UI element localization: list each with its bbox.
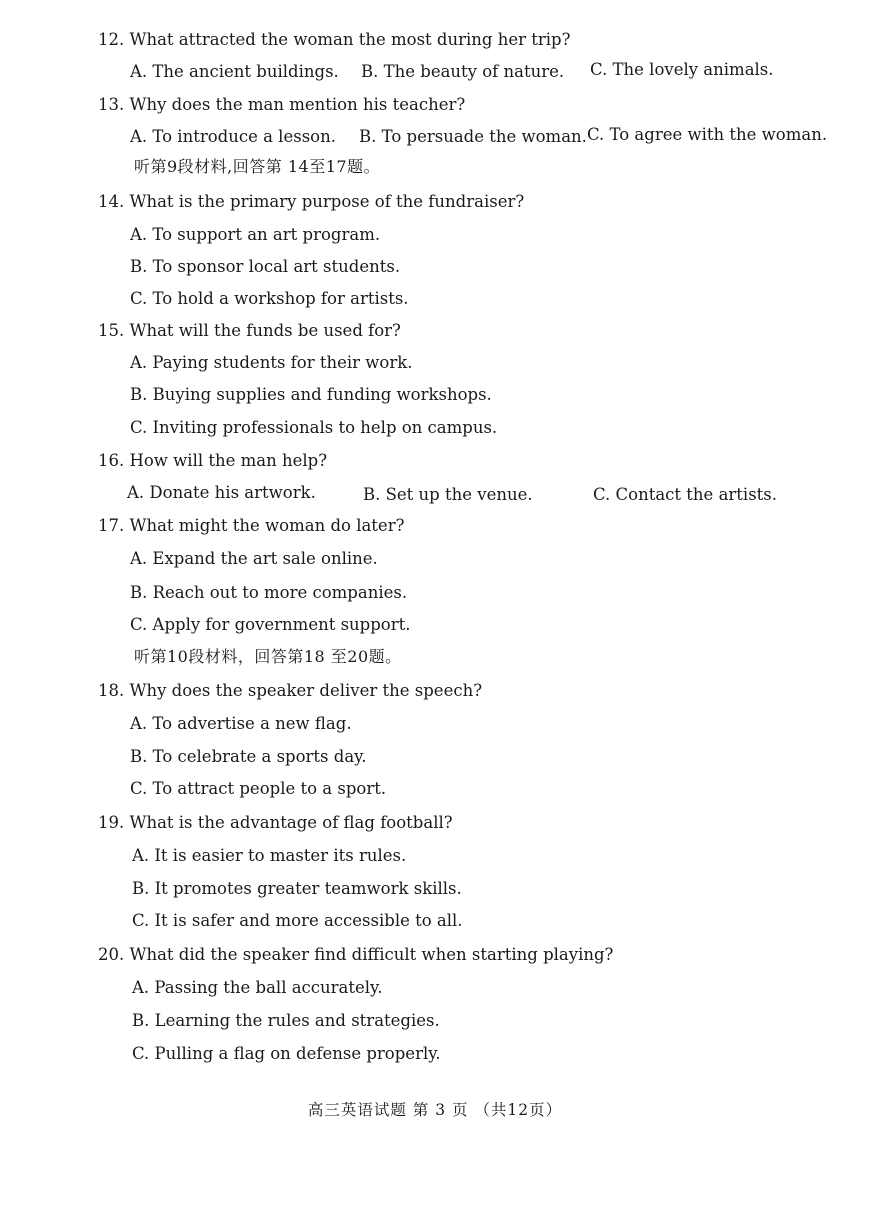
question-17-option-a: A. Expand the art sale online. [130,549,378,568]
question-12-stem: 12. What attracted the woman the most during her trip? [98,30,571,49]
question-12-option-b: B. The beauty of nature. [361,62,565,81]
question-19-option-b: B. It promotes greater teamwork skills. [132,879,462,898]
page-footer: 高三英语试题 第 3 页 （共12页） [307,1101,563,1119]
question-18-option-a: A. To advertise a new flag. [130,714,352,733]
question-17-stem: 17. What might the woman do later? [98,516,405,535]
question-14-option-b: B. To sponsor local art students. [130,257,401,276]
question-16-option-c: C. Contact the artists. [593,485,778,504]
question-20-option-c: C. Pulling a flag on defense properly. [132,1044,441,1063]
question-20-option-b: B. Learning the rules and strategies. [132,1011,440,1030]
question-12-option-c: C. The lovely animals. [590,60,774,79]
question-12-option-a: A. The ancient buildings. [130,62,339,81]
question-17-option-b: B. Reach out to more companies. [130,583,408,602]
question-18-option-c: C. To attract people to a sport. [130,779,387,798]
question-13-option-a: A. To introduce a lesson. [130,127,336,146]
question-17-option-c: C. Apply for government support. [130,615,411,634]
question-18-option-b: B. To celebrate a sports day. [130,747,367,766]
question-20-option-a: A. Passing the ball accurately. [132,978,383,997]
question-14-option-c: C. To hold a workshop for artists. [130,289,409,308]
question-16-option-b: B. Set up the venue. [363,485,533,504]
question-19-option-c: C. It is safer and more accessible to all. [132,911,463,930]
question-13-option-c: C. To agree with the woman. [587,125,828,144]
question-14-stem: 14. What is the primary purpose of the fundraiser? [98,192,525,211]
question-13-stem: 13. Why does the man mention his teacher? [98,95,466,114]
question-15-option-a: A. Paying students for their work. [130,353,413,372]
question-18-stem: 18. Why does the speaker deliver the speech? [98,681,483,700]
question-19-stem: 19. What is the advantage of flag football? [98,813,453,832]
question-15-stem: 15. What will the funds be used for? [98,321,401,340]
question-14-option-a: A. To support an art program. [130,225,381,244]
question-15-option-c: C. Inviting professionals to help on campus. [130,418,498,437]
question-13-option-b: B. To persuade the woman. [359,127,587,146]
question-16-option-a: A. Donate his artwork. [127,483,316,502]
question-20-stem: 20. What did the speaker find difficult when starting playing? [98,945,614,964]
instruction-section-9: 听第9段材料,回答第 14至17题。 [134,157,381,176]
question-16-stem: 16. How will the man help? [98,451,328,470]
question-15-option-b: B. Buying supplies and funding workshops. [130,385,492,404]
question-19-option-a: A. It is easier to master its rules. [132,846,407,865]
instruction-section-10: 听第10段材料，回答第18 至20题。 [134,647,402,666]
